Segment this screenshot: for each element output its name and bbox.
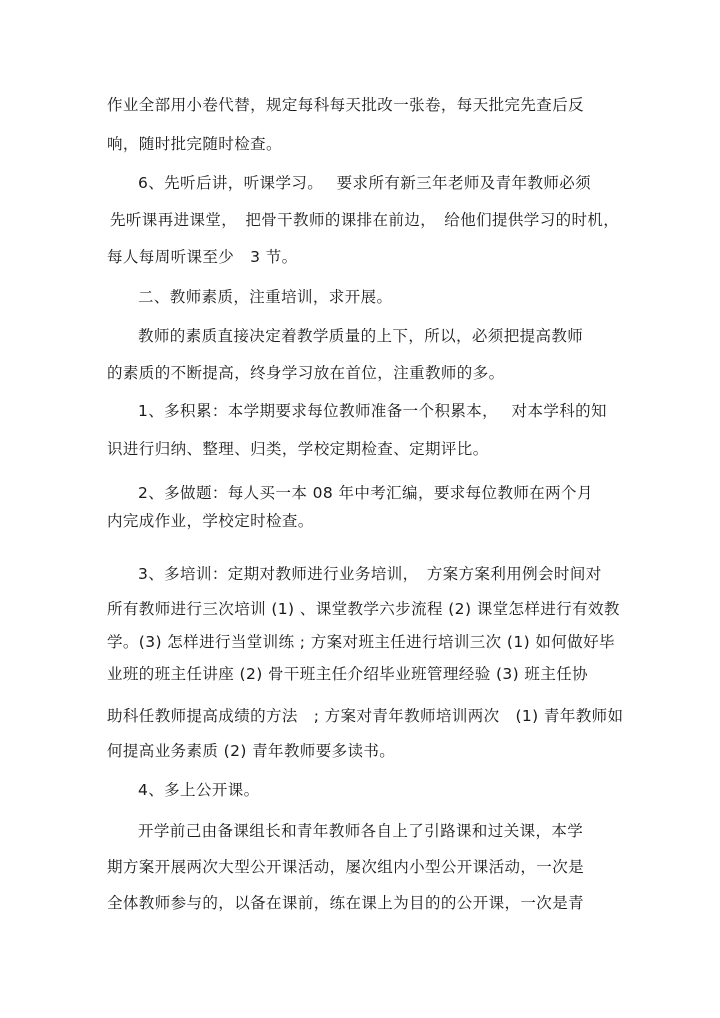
- text-line: 先听课再进课堂， 把骨干教师的课排在前边， 给他们提供学习的时机，: [110, 211, 620, 229]
- text-line: 期方案开展两次大型公开课活动，屡次组内小型公开课活动，一次是: [107, 858, 585, 876]
- text-line: 3、多培训：定期对教师进行业务培训， 方案方案利用例会时间对: [138, 565, 602, 583]
- text-line: 所有教师进行三次培训 (1) 、课堂教学六步流程 (2) 课堂怎样进行有效教: [107, 600, 620, 618]
- text-line: 1、多积累：本学期要求每位教师准备一个积累本， 对本学科的知: [138, 402, 607, 420]
- text-line: 响，随时批完随时检查。: [107, 135, 282, 153]
- text-line: 2、多做题：每人买一本 08 年中考汇编，要求每位教师在两个月: [138, 484, 593, 502]
- text-line: 的素质的不断提高，终身学习放在首位，注重教师的多。: [107, 364, 505, 382]
- text-line: 全体教师参与的，以备在课前，练在课上为目的的公开课，一次是青: [107, 894, 585, 912]
- text-line: 开学前己由备课组长和青年教师各自上了引路课和过关课，本学: [138, 822, 584, 840]
- text-line: 识进行归纳、整理、归类，学校定期检查、定期评比。: [107, 440, 489, 458]
- text-line: 助科任教师提高成绩的方法 ; 方案对青年教师培训两次 (1) 青年教师如: [107, 707, 624, 725]
- text-line: 4、多上公开课。: [138, 781, 260, 799]
- text-line: 学。(3) 怎样进行当堂训练 ; 方案对班主任进行培训三次 (1) 如何做好毕: [107, 633, 615, 651]
- text-line: 内完成作业，学校定时检查。: [107, 512, 314, 530]
- text-line: 教师的素质直接决定着教学质量的上下，所以，必须把提高教师: [138, 327, 584, 345]
- text-line: 6、先听后讲，听课学习。 要求所有新三年老师及青年教师必须: [138, 174, 592, 192]
- text-line: 业班的班主任讲座 (2) 骨干班主任介绍毕业班管理经验 (3) 班主任协: [107, 665, 589, 683]
- text-line: 何提高业务素质 (2) 青年教师要多读书。: [107, 742, 396, 760]
- text-line: 作业全部用小卷代替，规定每科每天批改一张卷，每天批完先查后反: [107, 96, 585, 114]
- section-heading: 二、教师素质，注重培训，求开展。: [138, 288, 393, 306]
- text-line: 每人每周听课至少 3 节。: [107, 248, 298, 266]
